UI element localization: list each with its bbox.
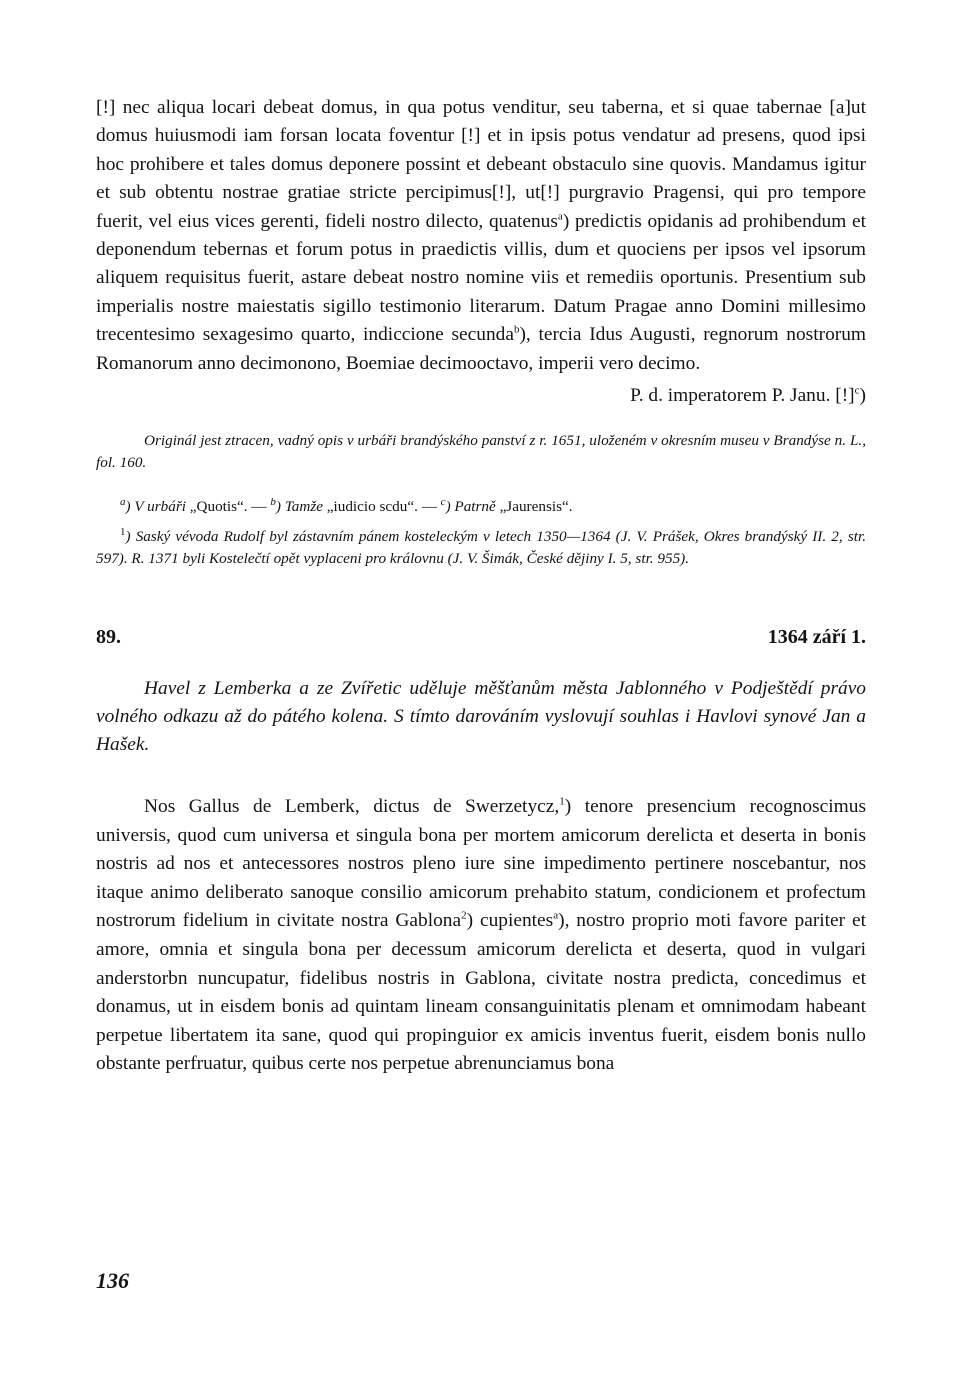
- footnote-mark-c: c: [854, 384, 860, 397]
- source-note: Originál jest ztracen, vadný opis v urbáři brandýského panství z r. 1651, uloženém v okresním museu v Brandýse n. L., fol. 160.: [96, 432, 866, 472]
- signature-end: ): [859, 385, 866, 407]
- footnote-1: [96, 526, 866, 570]
- charter-text-part-3: ), tercia Idus Augusti, regnorum nostrorum Romanorum anno decimonono, Boemiae decimooctavo, imperii vero decimo.: [96, 324, 866, 374]
- regest: Havel z Lemberka a ze Zvířetic uděluje měšťanům města Jablonného v Podještědí právo volného odkazu až do pátého kolena. S tímto darováním vyslovují souhlas i Havlovi synové Jan a Hašek.: [96, 678, 866, 756]
- footnote-a-quote: „Quotis“.: [189, 498, 248, 516]
- document-page: [96, 94, 866, 1079]
- footnote-mark-b: b: [513, 323, 520, 336]
- footnote-b-mark: b: [270, 496, 276, 508]
- charter-text-part-1: [!] nec aliqua locari debeat domus, in qua potus venditur, seu taberna, et si quae tabernae [a]ut domus huiusmodi iam forsan locata foventur [!] et in ipsis potus vendatur ad presens, quod ipsi hoc prohibere et tales domus deponere possint et debeant obstaculo sine quovis. Mandamus igitur et sub obtentu nostrae gratiae stricte percipimus[!], ut[!] purgravio Pragensi, qui pro tempore fuerit, vel eius vices gerenti, fideli nostro dilecto, quatenus: [96, 97, 866, 232]
- charter-89-part-4: ), nostro proprio moti favore pariter et amore, omnia et singula bona per decessum amicorum derelicta et deserta, quod in vulgari anderstorbn nuncupatur, fidelibus nostris in Gablona, civitate nostra predicta, concedimus et donamus, ut in eisdem bonis ad quintam lineam consanguinitatis plenam et omnimodam habeant perpetue libertatem ita sane, quod qui propinguior ex amicis inventus fuerit, eisdem bonis nullo obstante perfruatur, quibus certe nos perpetue abrenunciamus bona: [96, 910, 867, 1075]
- footnote-c-quote: „Jaurensis“.: [499, 498, 573, 516]
- footnote-mark-1: 1: [559, 795, 565, 808]
- footnote-c-mark: c: [440, 496, 446, 508]
- footnote-a-text: ) V urbáři: [125, 498, 190, 516]
- entry-number: 89.: [96, 626, 121, 649]
- entry-header: [96, 626, 866, 649]
- charter-89-part-1: Nos Gallus de Lemberk, dictus de Swerzetycz,: [144, 796, 560, 818]
- footnotes: [96, 496, 866, 570]
- charter-89-part-2: ) tenore presencium recognoscimus universis, quod cum universa et singula bona per mortem amicorum derelicta et deserta in bonis nostris ad nos et antecessores nostros pleno iure sine impedimento pertinere noscebantur, nos itaque animo deliberato sanoque consilio amicorum prehabito statum, condicionem et profectum nostrorum fidelium in civitate nostra Gablona: [96, 796, 866, 932]
- footnote-a-mark: a: [120, 496, 126, 508]
- footnote-separator: —: [417, 498, 441, 516]
- footnote-c-text: ) Patrně: [445, 498, 500, 516]
- charter-text-part-2: ) predictis opidanis ad prohibendum et deponendum tebernas et forum potus in praedictis villis, dum et quociens per ipsos vel ipsorum aliquem requisitus fuerit, astare debeat nostro nomine viis et remediis oportunis. Presentium sub imperialis nostre maiestatis sigillo testimonio literarum. Datum Pragae anno Domini millesimo trecentesimo sexagesimo quarto, indiccione secunda: [96, 210, 866, 346]
- footnote-letters: [96, 496, 866, 518]
- charter-paragraph: [96, 94, 866, 378]
- footnote-1-text: ) Saský vévoda Rudolf byl zástavním pánem kosteleckým v letech 1350—1364 (J. V. Prášek, Okres brandýský II. 2, str. 597). R. 1371 byli Kostelečtí opět vyplaceni pro královnu (J. V. Šimák, České dějiny I. 5, str. 955).: [96, 528, 866, 568]
- footnote-1-mark: 1: [120, 526, 126, 538]
- footnote-b-text: ) Tamže: [275, 498, 327, 516]
- footnote-mark-2: 2: [461, 909, 467, 922]
- footnote-separator: —: [247, 498, 271, 516]
- footnote-b-quote: „iudicio scdu“.: [326, 498, 418, 516]
- entry-date: 1364 září 1.: [767, 626, 866, 649]
- charter-89-part-3: ) cupientes: [466, 910, 554, 932]
- charter-text-89: [96, 793, 866, 1079]
- page-number: 136: [96, 1268, 129, 1293]
- signature-line: [96, 382, 866, 410]
- signature-text: P. d. imperatorem P. Janu. [!]: [630, 385, 855, 407]
- charter-text-continued: [96, 94, 866, 378]
- footnote-mark-a: a: [557, 210, 563, 223]
- footnote-mark-a-2: a: [553, 909, 559, 922]
